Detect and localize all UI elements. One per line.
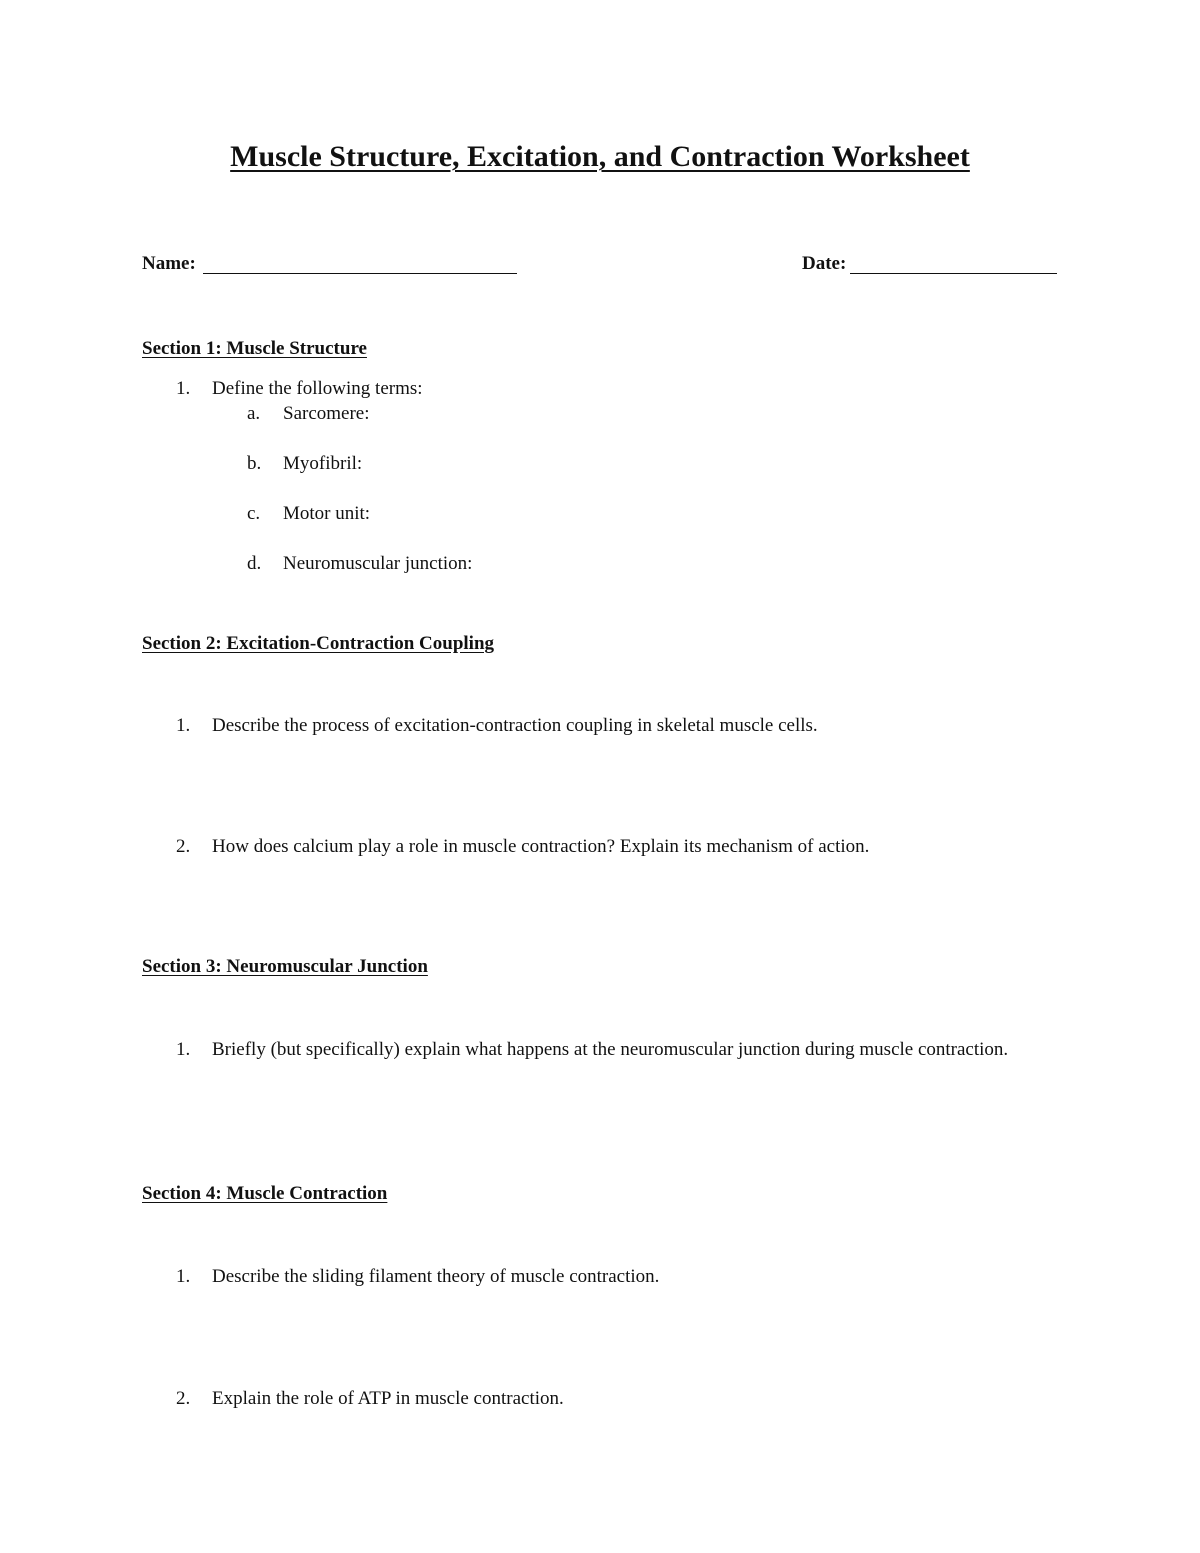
term-letter: c. — [247, 503, 261, 524]
term-letter: a. — [247, 403, 261, 424]
term-label: Myofibril: — [283, 453, 363, 474]
worksheet-title: Muscle Structure, Excitation, and Contraction Worksheet — [230, 140, 970, 173]
question-number: 1. — [176, 1039, 191, 1060]
term-label: Sarcomere: — [283, 403, 370, 424]
term-label: Neuromuscular junction: — [283, 553, 473, 574]
section-3-heading: Section 3: Neuromuscular Junction — [142, 956, 428, 977]
question-number: 1. — [176, 378, 191, 399]
question-text: Briefly (but specifically) explain what happens at the neuromuscular junction during muscle contraction. — [212, 1039, 1009, 1060]
question-number: 2. — [176, 836, 191, 857]
term-letter: d. — [247, 553, 262, 574]
question-number: 1. — [176, 1266, 191, 1287]
term-letter: b. — [247, 453, 262, 474]
question-text: Define the following terms: — [212, 378, 423, 399]
section-4-heading: Section 4: Muscle Contraction — [142, 1183, 388, 1204]
term-label: Motor unit: — [283, 503, 371, 524]
name-field[interactable] — [203, 273, 517, 274]
question-text: How does calcium play a role in muscle contraction? Explain its mechanism of action. — [212, 836, 870, 857]
section-1-heading: Section 1: Muscle Structure — [142, 338, 367, 359]
question-text: Describe the sliding filament theory of muscle contraction. — [212, 1266, 660, 1287]
question-number: 2. — [176, 1388, 191, 1409]
section-2-heading: Section 2: Excitation-Contraction Coupling — [142, 633, 495, 654]
question-number: 1. — [176, 715, 191, 736]
name-label: Name: — [142, 253, 196, 274]
date-field[interactable] — [850, 273, 1057, 274]
question-text: Explain the role of ATP in muscle contraction. — [212, 1388, 564, 1409]
date-label: Date: — [802, 253, 847, 274]
question-text: Describe the process of excitation-contraction coupling in skeletal muscle cells. — [212, 715, 818, 736]
